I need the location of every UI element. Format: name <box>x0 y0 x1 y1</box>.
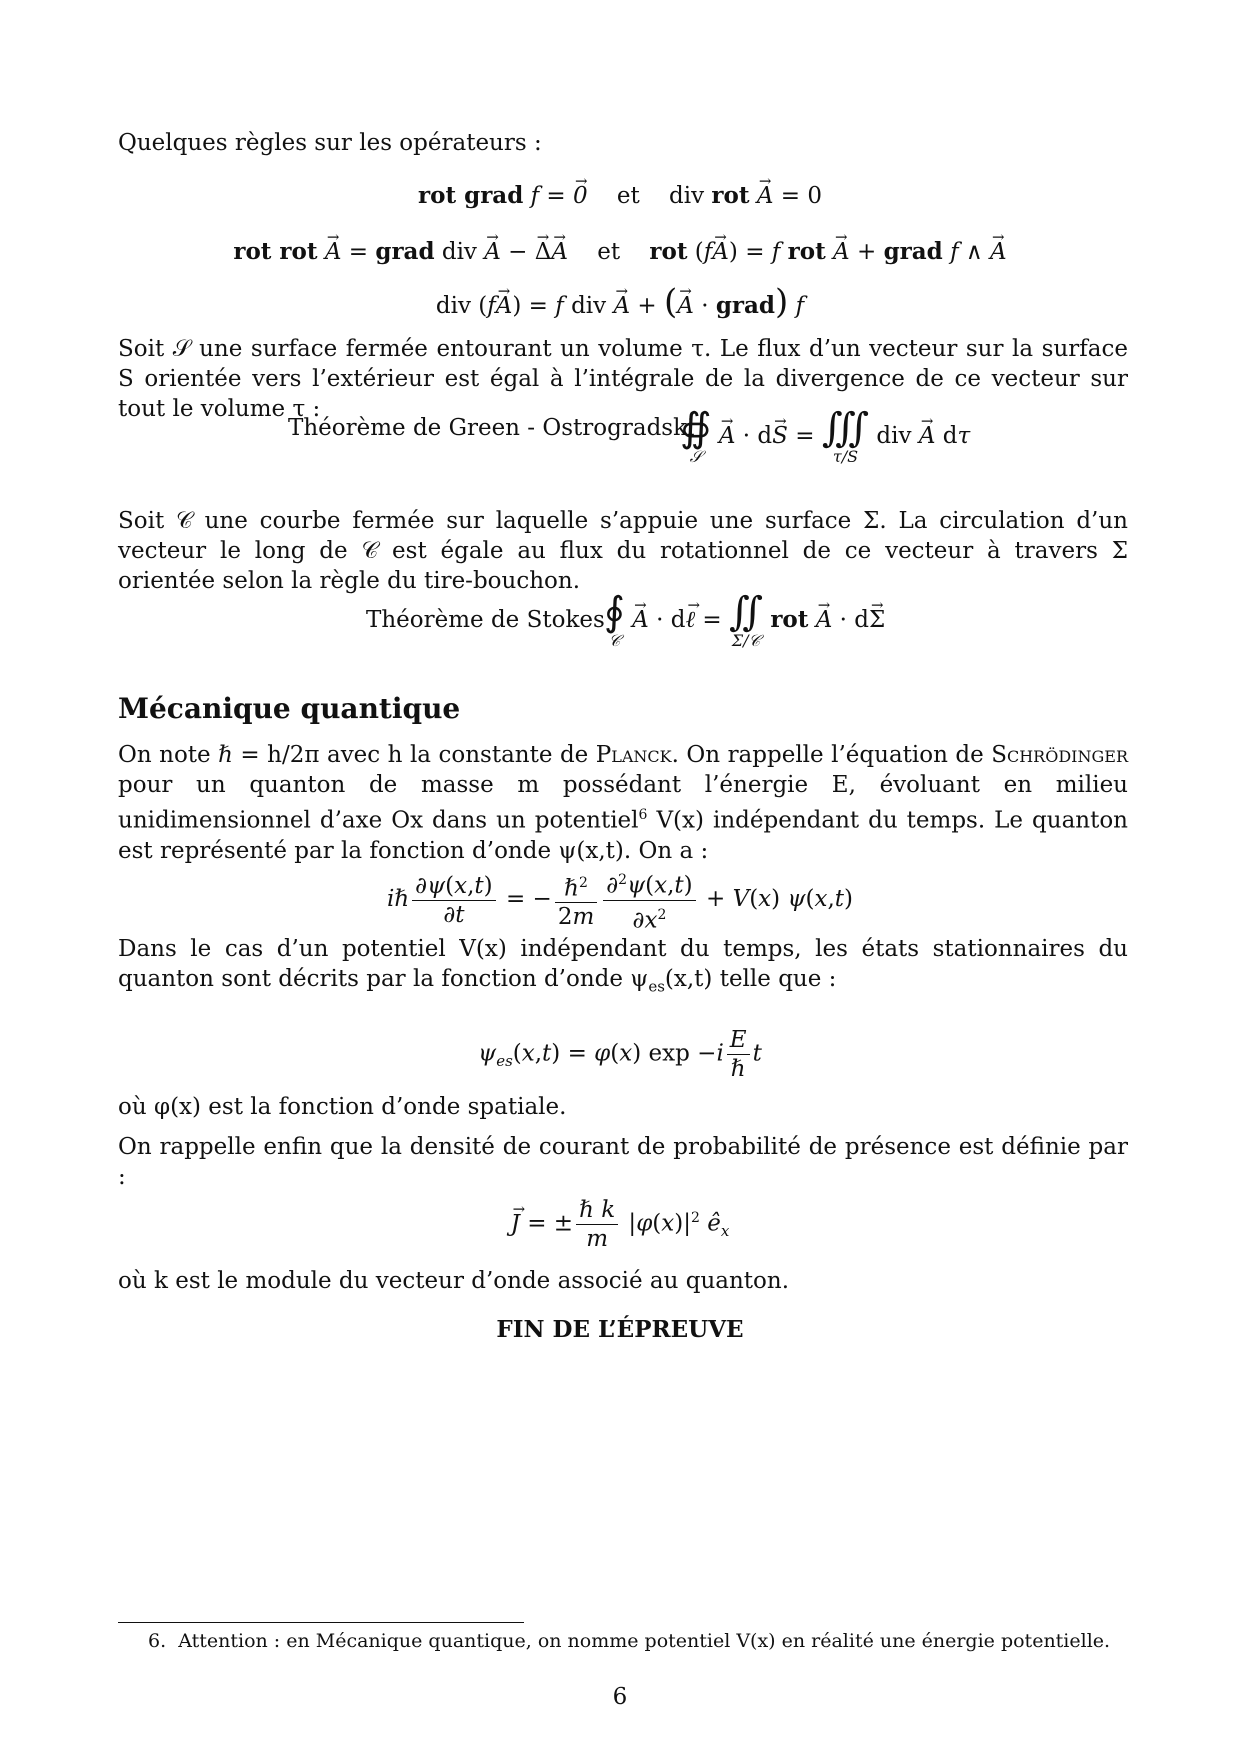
paragraph-text: Dans le cas d’un potentiel V(x) indépendant du temps, les états stationnaires du quanton sont décrits par la fonction d’onde ψ <box>118 936 1128 992</box>
stokes-label: Théorème de Stokes <box>366 607 605 633</box>
paragraph-text: (x,t) telle que : <box>664 966 837 992</box>
footnote-text: Attention : en Mécanique quantique, on nomme potentiel V(x) en réalité une énergie potentielle. <box>178 1630 1111 1652</box>
equation-separator: et <box>616 183 640 209</box>
paragraph-text: pour un quanton de masse m possédant l’énergie E, évoluant en milieu unidimensionnel d’axe Ox dans un potentiel <box>118 772 1128 834</box>
end-of-exam: FIN DE L’ÉPREUVE <box>496 1316 744 1343</box>
equation-schrodinger: iℏ $\frac{\partial\psi(x,t)}{\partial t}$ = − $\frac{\hbar^2}{2m}$ $\frac{\partial^2\psi(x,t)}{\partial x^2}$ + V(x) ψ(x,t) <box>0 866 1240 934</box>
equation-div-product: div (f→ A) = f div → A + (→ A · grad) f <box>0 286 1240 322</box>
equation-stationary-state: $\psi_{es}(x,t) = \varphi(x)$ exp −i $\frac{E}{\text{ℏ}}$ t <box>478 1027 762 1082</box>
paragraph-green: Soit 𝒮 une surface fermée entourant un volume τ. Le flux d’un vecteur sur la surface S orientée vers l’extérieur est égal à l’intégrale de la divergence de ce vecteur sur tout le volume τ : <box>118 336 1128 422</box>
section-title: Mécanique quantique <box>118 692 461 725</box>
paragraph-current: On rappelle enfin que la densité de courant de probabilité de présence est définie par : <box>118 1134 1128 1190</box>
paragraph-stationary <box>118 934 1128 1002</box>
equation-separator: et <box>597 239 621 265</box>
footnote <box>148 1628 1110 1654</box>
footnote-number: 6. <box>148 1630 167 1652</box>
green-surface-subscript: 𝒮 <box>689 447 702 466</box>
page-number: 6 <box>612 1684 628 1710</box>
paragraph-k: où k est le module du vecteur d’onde associé au quanton. <box>118 1268 790 1294</box>
paragraph-text: V(x) indépendant du temps. Le quanton est représenté par la fonction d’onde ψ(x,t). On a : <box>118 807 1128 864</box>
subscript-es: es <box>648 977 665 996</box>
footnote-marker: 6 <box>638 807 648 823</box>
name-planck: Planck <box>595 742 672 768</box>
footnote-divider <box>118 1622 524 1623</box>
paragraph-text: . On rappelle l’équation de <box>671 742 992 768</box>
stokes-curve-subscript: 𝒞 <box>608 631 621 650</box>
paragraph-spatial: où φ(x) est la fonction d’onde spatiale. <box>118 1094 567 1120</box>
equation-green: ∯ 𝒮 → A · d→ S = ∭ τ/S div → A dτ <box>680 408 970 466</box>
equation-probability-current: → J = ± $\frac{\text{ℏ k}}{m}$ $|\varphi(x)|^2$ $ê_x$ <box>0 1196 1240 1253</box>
paragraph-text: On note ℏ = h/2π avec h la constante de <box>118 742 596 768</box>
green-label: Théorème de Green - Ostrogradski <box>288 415 695 441</box>
paragraph-schrodinger-intro <box>118 740 1128 866</box>
green-volume-subscript: τ/S <box>832 447 859 466</box>
equation-rot-grad: rot grad f = → 0 et div rot → A = 0 <box>0 180 1240 212</box>
paragraph-stokes: Soit 𝒞 une courbe fermée sur laquelle s’appuie une surface Σ. La circulation d’un vecteur le long de 𝒞 est égale au flux du rotationnel de ce vecteur à travers Σ orientée selon la règle du tire-bouchon. <box>118 508 1128 594</box>
equation-rot-rot: rot rot → A = grad div → A − → Δ→ A et rot (f→ A) = f rot → A + grad f ∧ → A <box>0 236 1240 268</box>
stokes-surface-subscript: Σ/𝒞 <box>731 631 761 650</box>
intro-text: Quelques règles sur les opérateurs : <box>118 130 542 156</box>
name-schrodinger: Schrödinger <box>991 742 1128 768</box>
equation-stokes: ∮ 𝒞 → A · d→ ℓ = ∬ Σ/𝒞 rot → A · d→ Σ <box>604 592 885 650</box>
